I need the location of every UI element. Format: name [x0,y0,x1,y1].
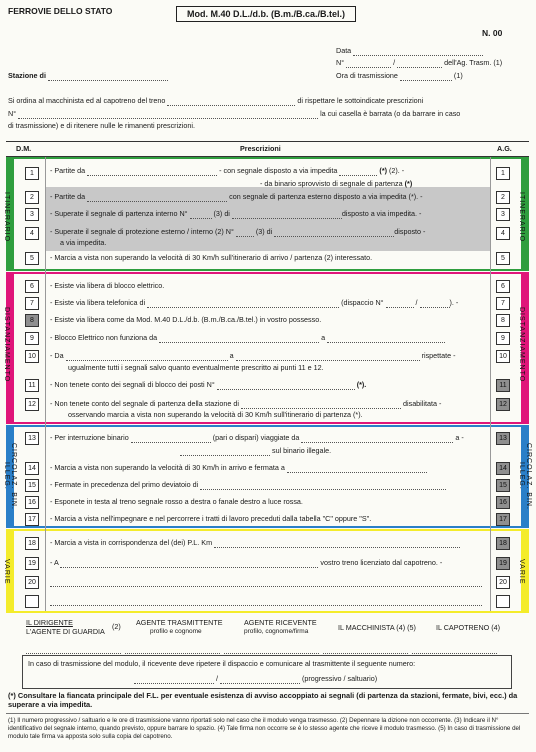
dm-box-4[interactable]: 4 [25,227,39,240]
dm-box-20[interactable]: 20 [25,576,39,589]
sig-capotreno: IL CAPOTRENO (4) [436,623,501,632]
dm-box-7[interactable]: 7 [25,297,39,310]
dm-box-17[interactable]: 17 [25,513,39,526]
model-box: Mod. M.40 D.L./d.b. (B.m./B.ca./B.tel.) [176,6,356,22]
section-varie-right: VARIE [518,559,525,585]
row-1-line-1: - Partite da - con segnale disposto a via impedita (*) (2). - [50,166,405,175]
dm-box-6[interactable]: 6 [25,280,39,293]
section-circolazione-left: CIRCOLAZ. BIN. ILLEG. [3,442,17,510]
station-field[interactable]: Stazione di [8,72,168,81]
transmission-number[interactable]: / (progressivo / saltuario) [134,675,377,684]
ag-box-18[interactable]: 18 [496,537,510,550]
footnote-star: (*) Consultare la fiancata principale del F.L. per eventuale esistenza di avviso accoppiato ai segnali (di partenza da stazioni, fermate, bivi, ecc.) da superare a via impedita. [8,691,518,709]
ag-box-15[interactable]: 15 [496,479,510,492]
ag-box-13[interactable]: 13 [496,432,510,445]
dm-box-5[interactable]: 5 [25,252,39,265]
row-14-text: - Marcia a vista non superando la velocità di 30 Km/h in arrivo e fermata a [50,464,427,473]
row-1-line-2: - da binario sprovvisto di segnale di partenza (*) [260,179,413,188]
form-number: N. 00 [482,28,503,38]
dm-box-3[interactable]: 3 [25,208,39,221]
dm-box-16[interactable]: 16 [25,496,39,509]
dm-box-9[interactable]: 9 [25,332,39,345]
section-varie-left: VARIE [3,559,10,585]
ag-box-17[interactable]: 17 [496,513,510,526]
signature-lines[interactable] [26,645,497,654]
ag-box-10[interactable]: 10 [496,350,510,363]
ag-box-16[interactable]: 16 [496,496,510,509]
ag-box-8[interactable]: 8 [496,314,510,327]
dm-box-blank[interactable] [25,595,39,608]
row-15-text: - Fermate in precedenza del primo deviatoio di [50,481,446,490]
section-distanziamento-right: DISTANZIAMENTO [518,307,525,383]
ag-box-19[interactable]: 19 [496,557,510,570]
row-13-line-2: sul binario illegale. [180,447,331,456]
date-field[interactable]: Data [336,47,483,56]
row-12-line-2: osservando marcia a vista non superando la velocità di 30 Km/h sull'itinerario di partenza (*). [68,410,363,419]
footnote-notes: (1) Il numero progressivo / saltuario e le ore di trasmissione vanno riportati solo nel caso che il modulo venga trasmesso. (2) Depennare la dizione non occorrente. (3) Indicare il N° identificativo del segnale interno, quando previsto, oppure barrare lo spazio. (4) Tale firma non occorre se è lo stesso agente che riceve il modulo trasmesso. (5) In caso di trasmissione del modulo tale firma va apposta solo sulla copia del capotreno. [8,717,521,740]
transmission-time-field[interactable]: Ora di trasmissione (1) [336,71,463,80]
ag-box-14[interactable]: 14 [496,462,510,475]
sig-guardia: L'AGENTE DI GUARDIA [26,627,105,636]
row-18-text: - Marcia a vista in corrispondenza del (dei) P.L. Km [50,539,460,548]
sig-ricevente-sub: profilo, cognome/firma [244,628,309,635]
ag-box-12[interactable]: 12 [496,398,510,411]
section-distanziamento-left: DISTANZIAMENTO [3,307,10,383]
row-10-line-2: ugualmente tutti i segnali salvo quanto eventualmente prescritto ai punti 11 e 12. [68,363,324,372]
row-4-line-2: a via impedita. [60,238,107,247]
sig-macchinista: IL MACCHINISTA (4) (5) [338,623,416,632]
intro-line-1: Si ordina al macchinista ed al capotreno del treno di rispettare le sottoindicate prescrizioni [8,96,424,105]
dm-box-1[interactable]: 1 [25,167,39,180]
row-19-text: - A vostro treno licenziato dal capotreno. - [50,558,443,567]
section-itinerario-left: ITINERARIO [3,191,10,243]
row-16-text: - Esponete in testa al treno segnale rosso a destra o fanale destro a luce rossa. [50,497,303,506]
dm-box-18[interactable]: 18 [25,537,39,550]
ag-box-20[interactable]: 20 [496,576,510,589]
ag-box-5[interactable]: 5 [496,252,510,265]
row-13-line-1: - Per interruzione binario (pari o dispari) viaggiate da a - [50,433,464,442]
transmission-text: In caso di trasmissione del modulo, il ricevente deve ripetere il dispaccio e comunicare al trasmittente il seguente numero: [28,659,416,668]
column-prescrizioni: Prescrizioni [240,144,281,153]
row-7-text: - Esiste via libera telefonica di (dispaccio N° / ). - [50,298,459,307]
ag-box-11[interactable]: 11 [496,379,510,392]
dm-box-13[interactable]: 13 [25,432,39,445]
column-ag: A.G. [497,144,512,153]
row-5-text: - Marcia a vista non superando la velocità di 30 Km/h sull'itinerario di arrivo / partenza (2) interessato. [50,253,373,262]
dm-box-19[interactable]: 19 [25,557,39,570]
intro-line-2: N° la cui casella è barrata (o da barrare in caso [8,109,461,118]
section-itinerario-right: ITINERARIO [518,191,525,243]
ag-box-2[interactable]: 2 [496,191,510,204]
row-2-text: - Partite da con segnale di partenza esterno disposto a via impedita (*). - [50,192,423,201]
dm-box-14[interactable]: 14 [25,462,39,475]
sig-trasmittente: AGENTE TRASMITTENTE [136,618,223,627]
section-circolazione-right: CIRCOLAZ. BIN. ILLEG. [518,442,532,510]
dm-box-12[interactable]: 12 [25,398,39,411]
row-9-text: - Blocco Elettrico non funziona da a [50,334,445,343]
column-dm: D.M. [16,144,32,153]
row-blank-text [50,597,482,606]
sig-trasmittente-sub: profilo e cognome [150,628,202,635]
ag-box-3[interactable]: 3 [496,208,510,221]
row-20-text [50,578,482,587]
ag-box-9[interactable]: 9 [496,332,510,345]
company-name: FERROVIE DELLO STATO [8,6,113,16]
ag-box-blank[interactable] [496,595,510,608]
row-6-text: - Esiste via libera di blocco elettrico. [50,281,165,290]
row-10-line-1: - Da a rispettate - [50,351,456,360]
dm-box-2[interactable]: 2 [25,191,39,204]
transmission-number-field[interactable]: N° / dell'Ag. Trasm. (1) [336,58,503,67]
sig-ricevente: AGENTE RICEVENTE [244,618,317,627]
ag-box-6[interactable]: 6 [496,280,510,293]
row-8-text: - Esiste via libera come da Mod. M.40 D.L./d.b. (B.m./B.ca./B.tel.) in vostro possesso. [50,315,322,324]
ag-box-7[interactable]: 7 [496,297,510,310]
row-11-text: - Non tenete conto dei segnali di blocco dei posti N° (*). [50,380,367,389]
row-17-text: - Marcia a vista nell'impegnare e nel percorrere i tratti di lavoro preceduti dalla tabella "C" oppure "S". [50,514,372,523]
intro-line-3: di trasmissione) e di ritenere nulle le rimanenti prescrizioni. [8,121,195,130]
ag-box-4[interactable]: 4 [496,227,510,240]
sig-note-2: (2) [112,622,121,631]
row-12-line-1: - Non tenete conto del segnale di partenza della stazione di disabilitata - [50,399,442,408]
dm-box-15[interactable]: 15 [25,479,39,492]
dm-box-8[interactable]: 8 [25,314,39,327]
row-3-text: - Superate il segnale di partenza interno N° (3) di disposto a via impedita. - [50,209,422,218]
dm-box-11[interactable]: 11 [25,379,39,392]
ag-box-1[interactable]: 1 [496,167,510,180]
sig-dirigente: IL DIRIGENTE [26,618,73,627]
dm-box-10[interactable]: 10 [25,350,39,363]
row-4-line-1: - Superate il segnale di protezione esterno / interno (2) N° (3) di disposto - [50,227,426,236]
